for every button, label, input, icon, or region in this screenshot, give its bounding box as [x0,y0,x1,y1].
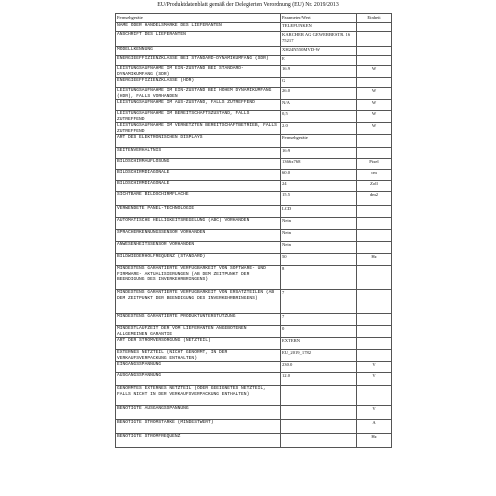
table-row [116,78,392,88]
header-category: Fernsehgeräte [116,14,281,23]
row-unit [357,290,392,314]
row-value: G [281,78,357,88]
row-unit [357,230,392,242]
row-value: 8 [281,266,357,290]
table-row [116,326,392,338]
row-value: 12.0 [281,373,357,386]
row-unit: W [357,100,392,111]
row-value: 2.0 [281,123,357,135]
table-row [116,242,392,254]
row-unit [357,56,392,66]
row-label: LEISTUNGSAUFNAHME IM AUS-ZUSTAND, FALLS ZUTREFFEND [116,100,281,111]
row-value: Nein [281,218,357,230]
row-label: EXTERNES NETZTEIL (NICHT GENORMT, IN DER VERKAUFSVERPACKUNG ENTHALTEN) [116,350,281,362]
row-value: Fernsehgeräte [281,135,357,148]
row-value [281,406,357,420]
table-row [116,32,392,47]
row-value: Nein [281,242,357,254]
table-row [116,170,392,181]
table-row [116,135,392,148]
row-unit [357,47,392,56]
row-label: BILDSCHIRMAUFLÖSUNG [116,159,281,170]
row-label: MINDESTENS GARANTIERTE VERFÜGBARKEIT VON SOFTWARE- UND FIRMWARE- AKTUALISIERUNGEN (AB DEM ZEITPUNKT DER BEENDIGUNG DES INVERKEHRBRINGENS) [116,266,281,290]
row-label: MINDESTLAUFZEIT DER VOM LIEFERANTEN ANGEBOTENEN ALLGEMEINEN GARANTIE [116,326,281,338]
row-label: ANWESENHEITSSENSOR VORHANDEN [116,242,281,254]
table-row [116,111,392,123]
row-unit: W [357,111,392,123]
row-value: LCD [281,206,357,218]
row-label: MINDESTENS GARANTIERTE VERFÜGBARKEIT VON ERSATZTEILEN (AB DEM ZEITPUNKT DER BEENDIGUNG DES INVERKEHRBRINGENS) [116,290,281,314]
row-unit: A [357,420,392,434]
row-label: BENÖTIGTE STROMFREQUENZ [116,434,281,448]
row-unit [357,266,392,290]
row-unit: Zoll [357,181,392,192]
row-label: NAME ODER HANDELSMARKE DES LIEFERANTEN [116,23,281,32]
row-value: EXTERN [281,338,357,350]
row-unit: W [357,123,392,135]
row-value: 26.0 [281,88,357,100]
row-value [281,386,357,406]
table-row [116,386,392,406]
table-row [116,66,392,78]
row-value: 7 [281,314,357,326]
row-unit: Pixel [357,159,392,170]
row-label: ENERGIEEFFIZIENZKLASSE (HDR) [116,78,281,88]
row-value: EU_2019_1782 [281,350,357,362]
table-row [116,434,392,448]
table-row [116,350,392,362]
row-unit [357,32,392,47]
table-row [116,230,392,242]
row-label: LEISTUNGSAUFNAHME IM VERNETZTEN BEREITSCHAFTBETRIEB, FALLS ZUTREFFEND [116,123,281,135]
row-value: 0 [281,326,357,338]
row-value: 15.5 [281,192,357,206]
table-row [116,406,392,420]
row-label: BENÖTIGTE AUSGANGSSPANNUNG [116,406,281,420]
table-row [116,206,392,218]
table-row [116,266,392,290]
row-unit [357,326,392,338]
table-row [116,123,392,135]
row-label: SEITENVERHÄLTNIS [116,148,281,159]
row-value: 60.0 [281,170,357,181]
row-value: Nein [281,230,357,242]
row-unit: cm [357,170,392,181]
row-unit: W [357,66,392,78]
row-unit: W [357,88,392,100]
table-row [116,218,392,230]
table-row [116,100,392,111]
row-value: 16:9 [281,148,357,159]
row-unit: V [357,406,392,420]
row-unit: Hz [357,254,392,266]
row-value: TELEFUNKEN [281,23,357,32]
table-row [116,290,392,314]
row-value: XH24N550MVD-W [281,47,357,56]
row-label: ART DER STROMVERSORGUNG (NETZTEIL) [116,338,281,350]
row-value: 0,5 [281,111,357,123]
row-unit: Hz [357,434,392,448]
row-label: BILDSCHIRMDIAGONALE [116,170,281,181]
row-label: MODELLKENNUNG [116,47,281,56]
row-unit [357,314,392,326]
row-label: SICHTBARE BILDSCHIRMFLÄCHE [116,192,281,206]
table-header-row [116,14,392,23]
row-label: BILDSCHIRMDIAGONALE [116,181,281,192]
row-unit [357,338,392,350]
header-unit: Einheit [357,14,392,23]
row-label: MINDESTENS GARANTIERTE PRODUKTUNTERSTÜTZUNG [116,314,281,326]
row-value: KARCHER AG GEWERBESTR. 16 75217 [281,32,357,47]
row-unit [357,206,392,218]
row-label: GENORMTES EXTERNES NETZTEIL (ODER GEEIGNETES NETZTEIL, FALLS NICHT IN DER VERKAUFSVERPACKUNG ENTHALTEN) [116,386,281,406]
row-value: 24 [281,181,357,192]
row-unit [357,386,392,406]
product-data-table [115,13,392,448]
row-value: 16.9 [281,66,357,78]
table-row [116,23,392,32]
table-row [116,47,392,56]
row-value: 1366x768 [281,159,357,170]
table-row [116,181,392,192]
row-value [281,434,357,448]
table-row [116,362,392,373]
row-label: ENERGIEEFFIZIENZKLASSE BEI STANDARD-DYNAMIKUMFANG (SDR) [116,56,281,66]
table-row [116,254,392,266]
table-row [116,314,392,326]
page-title: EU/Produktdatenblatt gemäß der Delegierten Verordnung (EU) Nr. 2019/2013 [157,2,339,8]
row-unit [357,135,392,148]
row-value: 50 [281,254,357,266]
row-unit: V [357,362,392,373]
table-row [116,56,392,66]
table-row [116,148,392,159]
table-row [116,338,392,350]
row-unit [357,78,392,88]
row-label: ANSCHRIFT DES LIEFERANTEN [116,32,281,47]
row-label: LEISTUNGSAUFNAHME IM BEREITSCHAFTSZUSTAND, FALLS ZUTREFFEND [116,111,281,123]
table-row [116,373,392,386]
row-unit [357,242,392,254]
row-label: BENÖTIGTE STROMSTÄRKE (MINDESTWERT) [116,420,281,434]
table-row [116,88,392,100]
row-unit: dm2 [357,192,392,206]
row-unit: V [357,373,392,386]
row-label: ART DES ELEKTRONISCHEN DISPLAYS [116,135,281,148]
table-row [116,192,392,206]
row-value: 230.0 [281,362,357,373]
row-value [281,420,357,434]
row-label: EINGANGSSPANNUNG [116,362,281,373]
table-row [116,159,392,170]
row-label: AUTOMATISCHE HELLIGKEITSREGELUNG (ABC) VORHANDEN [116,218,281,230]
row-label: VERWENDETE PANEL-TECHNOLOGIE [116,206,281,218]
row-value: E [281,56,357,66]
table-row [116,420,392,434]
row-label: BILDWIEDERHOLFREQUENZ (STANDARD) [116,254,281,266]
row-label: AUSGANGSSPANNUNG [116,373,281,386]
header-parameter-value: Parameter/Wert [281,14,357,23]
row-label: LEISTUNGSAUFNAHME IM EIN-ZUSTAND BEI STANDARD-DYNAMIKUMFANG (SDR) [116,66,281,78]
row-unit [357,23,392,32]
row-unit [357,148,392,159]
row-unit [357,218,392,230]
row-value: N/A [281,100,357,111]
row-value: 7 [281,290,357,314]
row-label: LEISTUNGSAUFNAHME IM EIN-ZUSTAND BEI HOHEM DYNAMIKUMFANG (HDR), FALLS VORHANDEN [116,88,281,100]
row-label: SPRACHERKENNUNGSSENSOR VORHANDEN [116,230,281,242]
row-unit [357,350,392,362]
